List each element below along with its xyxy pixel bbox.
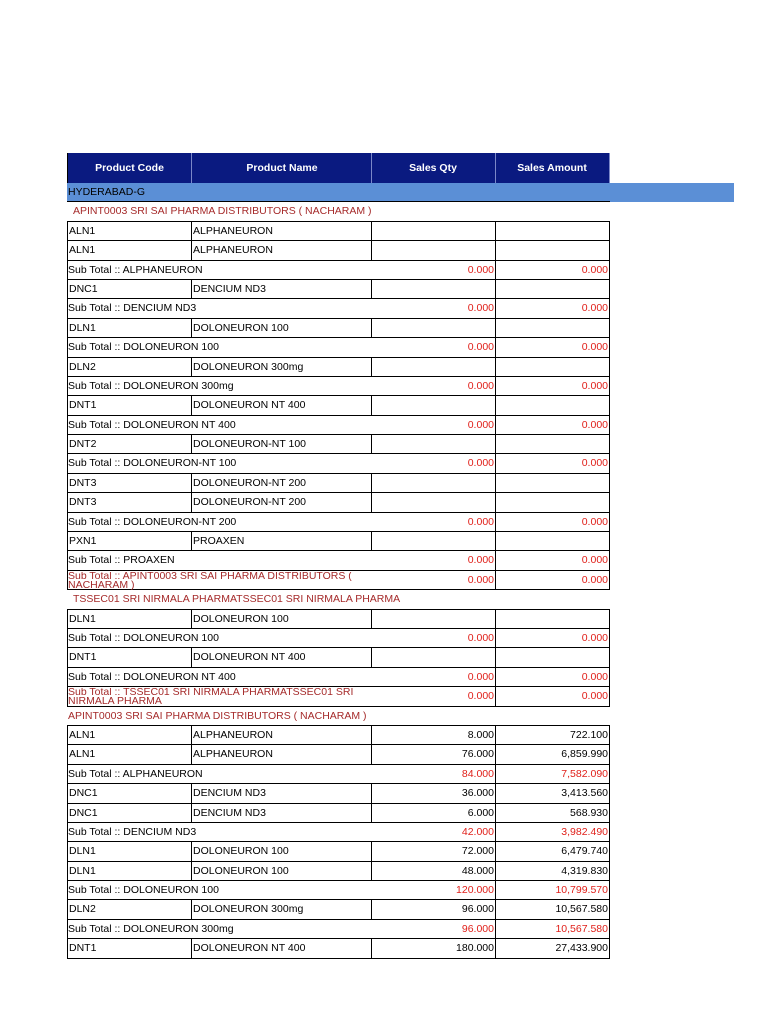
subtotal-amount-cell: 0.000	[496, 668, 610, 686]
subtotal-qty-cell: 84.000	[372, 765, 496, 783]
sales-qty-cell	[372, 532, 496, 550]
subtotal-amount-cell: 0.000	[496, 551, 610, 569]
subtotal-label: Sub Total :: DOLONEURON NT 400	[68, 418, 236, 431]
table-row	[67, 726, 610, 745]
product-name-cell: DOLONEURON-NT 100	[192, 435, 372, 453]
subtotal-row	[67, 299, 610, 318]
subtotal-row	[67, 823, 610, 842]
table-row	[67, 610, 610, 629]
product-code-cell: DLN1	[67, 842, 192, 860]
product-code-cell: DNC1	[67, 784, 192, 802]
subtotal-row	[67, 765, 610, 784]
table-row	[67, 280, 610, 299]
product-code-cell: DLN1	[67, 319, 192, 337]
product-name-cell: DENCIUM ND3	[192, 804, 372, 822]
product-name-cell: DOLONEURON-NT 200	[192, 493, 372, 511]
sales-amount-cell: 6,859.990	[496, 745, 610, 763]
subtotal-qty-cell: 0.000	[372, 551, 496, 569]
table-row	[67, 804, 610, 823]
product-code-cell: DLN1	[67, 610, 192, 628]
header-product-code[interactable]: Product Code	[67, 153, 192, 183]
distributor-subtotal-label: Sub Total :: TSSEC01 SRI NIRMALA PHARMATSSEC01 SRI NIRMALA PHARMA	[68, 688, 354, 707]
sales-qty-cell	[372, 610, 496, 628]
product-code-cell: DNT1	[67, 396, 192, 414]
product-code-cell: DNT3	[67, 493, 192, 511]
region-row	[67, 183, 610, 202]
product-name-cell: DENCIUM ND3	[192, 784, 372, 802]
sales-amount-cell: 568.930	[496, 804, 610, 822]
subtotal-label: Sub Total :: DOLONEURON 300mg	[68, 379, 234, 392]
subtotal-amount-cell: 7,582.090	[496, 765, 610, 783]
table-row	[67, 319, 610, 338]
sales-qty-cell: 8.000	[372, 726, 496, 744]
subtotal-amount-cell: 0.000	[496, 629, 610, 647]
subtotal-row	[67, 377, 610, 396]
product-code-cell: DNT1	[67, 939, 192, 957]
subtotal-label: Sub Total :: DENCIUM ND3	[68, 825, 197, 838]
product-code-cell: PXN1	[67, 532, 192, 550]
sales-qty-cell	[372, 435, 496, 453]
product-code-cell: DLN2	[67, 900, 192, 918]
subtotal-row	[67, 261, 610, 280]
table-row	[67, 784, 610, 803]
product-name-cell: DOLONEURON 100	[192, 610, 372, 628]
subtotal-label: Sub Total :: DOLONEURON 100	[68, 341, 219, 354]
table-row	[67, 862, 610, 881]
product-code-cell: DNT1	[67, 648, 192, 666]
subtotal-qty-cell: 0.000	[372, 668, 496, 686]
subtotal-qty-cell: 0.000	[372, 513, 496, 531]
sales-qty-cell: 72.000	[372, 842, 496, 860]
sales-qty-cell: 6.000	[372, 804, 496, 822]
sales-qty-cell	[372, 280, 496, 298]
distributor-subtotal-amount-cell: 0.000	[496, 571, 610, 589]
sales-amount-cell: 4,319.830	[496, 862, 610, 880]
product-name-cell: DOLONEURON 100	[192, 862, 372, 880]
sales-qty-cell	[372, 358, 496, 376]
subtotal-label: Sub Total :: DOLONEURON 100	[68, 884, 219, 897]
sales-qty-cell	[372, 241, 496, 259]
distributor-subtotal-row	[67, 571, 610, 590]
subtotal-qty-cell: 0.000	[372, 338, 496, 356]
subtotal-label: Sub Total :: DOLONEURON 100	[68, 631, 219, 644]
sales-amount-cell	[496, 648, 610, 666]
table-row	[67, 745, 610, 764]
region-label: HYDERABAD-G	[68, 186, 146, 198]
product-code-cell: DNC1	[67, 280, 192, 298]
distributor-header-row	[67, 202, 610, 221]
sales-amount-cell	[496, 493, 610, 511]
sales-qty-cell: 180.000	[372, 939, 496, 957]
distributor-subtotal-qty-cell: 0.000	[372, 571, 496, 589]
subtotal-amount-cell: 3,982.490	[496, 823, 610, 841]
subtotal-label: Sub Total :: ALPHANEURON	[68, 263, 203, 276]
table-row	[67, 241, 610, 260]
sales-qty-cell	[372, 319, 496, 337]
subtotal-label: Sub Total :: DENCIUM ND3	[68, 302, 197, 315]
product-code-cell: DNT2	[67, 435, 192, 453]
sales-qty-cell	[372, 396, 496, 414]
table-row	[67, 474, 610, 493]
subtotal-amount-cell: 0.000	[496, 416, 610, 434]
distributor-header-row	[67, 707, 610, 726]
sales-amount-cell	[496, 474, 610, 492]
table-row	[67, 358, 610, 377]
table-row	[67, 222, 610, 241]
sales-amount-cell: 27,433.900	[496, 939, 610, 957]
sales-qty-cell: 76.000	[372, 745, 496, 763]
product-name-cell: PROAXEN	[192, 532, 372, 550]
subtotal-row	[67, 513, 610, 532]
product-code-cell: ALN1	[67, 745, 192, 763]
subtotal-qty-cell: 0.000	[372, 299, 496, 317]
subtotal-row	[67, 551, 610, 570]
header-product-name[interactable]: Product Name	[192, 153, 372, 183]
product-name-cell: DOLONEURON 300mg	[192, 900, 372, 918]
header-sales-qty[interactable]: Sales Qty	[372, 153, 496, 183]
sales-amount-cell	[496, 222, 610, 240]
distributor-subtotal-row	[67, 687, 610, 706]
product-name-cell: DOLONEURON 100	[192, 842, 372, 860]
subtotal-label: Sub Total :: DOLONEURON-NT 100	[68, 457, 237, 470]
product-name-cell: DOLONEURON NT 400	[192, 648, 372, 666]
product-name-cell: ALPHANEURON	[192, 745, 372, 763]
subtotal-qty-cell: 0.000	[372, 416, 496, 434]
subtotal-row	[67, 668, 610, 687]
product-code-cell: ALN1	[67, 222, 192, 240]
subtotal-amount-cell: 0.000	[496, 338, 610, 356]
sales-amount-cell	[496, 319, 610, 337]
distributor-header-row	[67, 590, 610, 609]
table-row	[67, 842, 610, 861]
subtotal-amount-cell: 0.000	[496, 454, 610, 472]
subtotal-qty-cell: 42.000	[372, 823, 496, 841]
product-name-cell: ALPHANEURON	[192, 241, 372, 259]
subtotal-row	[67, 416, 610, 435]
subtotal-label: Sub Total :: DOLONEURON-NT 200	[68, 515, 237, 528]
product-code-cell: DNT3	[67, 474, 192, 492]
table-row	[67, 396, 610, 415]
subtotal-qty-cell: 96.000	[372, 920, 496, 938]
product-code-cell: DNC1	[67, 804, 192, 822]
subtotal-amount-cell: 0.000	[496, 513, 610, 531]
product-name-cell: ALPHANEURON	[192, 222, 372, 240]
sales-amount-cell: 3,413.560	[496, 784, 610, 802]
sales-amount-cell	[496, 280, 610, 298]
sales-amount-cell: 722.100	[496, 726, 610, 744]
table-row	[67, 648, 610, 667]
subtotal-row	[67, 338, 610, 357]
region-fill-extension	[610, 183, 734, 202]
sales-amount-cell: 6,479.740	[496, 842, 610, 860]
sales-amount-cell	[496, 435, 610, 453]
product-name-cell: DENCIUM ND3	[192, 280, 372, 298]
sales-qty-cell: 48.000	[372, 862, 496, 880]
subtotal-amount-cell: 0.000	[496, 299, 610, 317]
table-row	[67, 493, 610, 512]
sales-qty-cell	[372, 648, 496, 666]
sales-amount-cell	[496, 396, 610, 414]
sales-report-table	[67, 153, 610, 959]
sales-qty-cell	[372, 493, 496, 511]
subtotal-row	[67, 454, 610, 473]
sales-qty-cell: 96.000	[372, 900, 496, 918]
subtotal-label: Sub Total :: DOLONEURON 300mg	[68, 922, 234, 935]
subtotal-label: Sub Total :: ALPHANEURON	[68, 767, 203, 780]
product-code-cell: ALN1	[67, 726, 192, 744]
subtotal-qty-cell: 0.000	[372, 377, 496, 395]
sales-qty-cell	[372, 474, 496, 492]
distributor-subtotal-label: Sub Total :: APINT0003 SRI SAI PHARMA DISTRIBUTORS ( NACHARAM )	[68, 571, 352, 590]
sales-amount-cell	[496, 610, 610, 628]
subtotal-row	[67, 920, 610, 939]
product-code-cell: DLN1	[67, 862, 192, 880]
subtotal-row	[67, 629, 610, 648]
subtotal-amount-cell: 10,567.580	[496, 920, 610, 938]
distributor-subtotal-amount-cell: 0.000	[496, 687, 610, 705]
table-row	[67, 900, 610, 919]
product-code-cell: DLN2	[67, 358, 192, 376]
subtotal-label: Sub Total :: DOLONEURON NT 400	[68, 670, 236, 683]
product-name-cell: DOLONEURON-NT 200	[192, 474, 372, 492]
sales-amount-cell: 10,567.580	[496, 900, 610, 918]
table-row	[67, 532, 610, 551]
distributor-subtotal-qty-cell: 0.000	[372, 687, 496, 705]
subtotal-qty-cell: 0.000	[372, 629, 496, 647]
product-name-cell: DOLONEURON 100	[192, 319, 372, 337]
subtotal-amount-cell: 10,799.570	[496, 881, 610, 899]
subtotal-label: Sub Total :: PROAXEN	[68, 554, 175, 567]
product-name-cell: ALPHANEURON	[192, 726, 372, 744]
sales-amount-cell	[496, 241, 610, 259]
subtotal-row	[67, 881, 610, 900]
table-row	[67, 939, 610, 958]
product-name-cell: DOLONEURON NT 400	[192, 939, 372, 957]
distributor-name: TSSEC01 SRI NIRMALA PHARMATSSEC01 SRI NIRMALA PHARMA	[73, 593, 401, 606]
sales-amount-cell	[496, 358, 610, 376]
distributor-name: APINT0003 SRI SAI PHARMA DISTRIBUTORS ( NACHARAM )	[73, 205, 372, 218]
sales-amount-cell	[496, 532, 610, 550]
header-sales-amount[interactable]: Sales Amount	[496, 153, 610, 183]
product-name-cell: DOLONEURON 300mg	[192, 358, 372, 376]
product-name-cell: DOLONEURON NT 400	[192, 396, 372, 414]
product-code-cell: ALN1	[67, 241, 192, 259]
distributor-name: APINT0003 SRI SAI PHARMA DISTRIBUTORS ( NACHARAM )	[68, 709, 367, 722]
subtotal-amount-cell: 0.000	[496, 377, 610, 395]
sales-qty-cell: 36.000	[372, 784, 496, 802]
subtotal-amount-cell: 0.000	[496, 261, 610, 279]
table-row	[67, 435, 610, 454]
subtotal-qty-cell: 0.000	[372, 454, 496, 472]
subtotal-qty-cell: 120.000	[372, 881, 496, 899]
subtotal-qty-cell: 0.000	[372, 261, 496, 279]
table-header	[67, 153, 610, 183]
sales-qty-cell	[372, 222, 496, 240]
